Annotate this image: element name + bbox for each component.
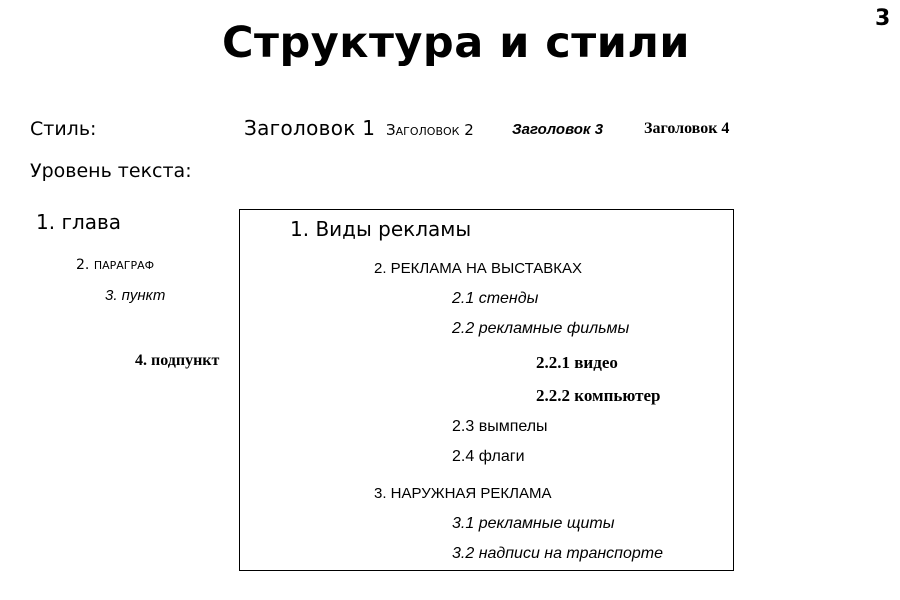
style-sample-heading-2: Заголовок 2 xyxy=(386,121,474,139)
level-2-sample xyxy=(76,257,154,273)
outline-item-2-2-1: 2.2.1 видео xyxy=(536,353,618,372)
outline-item-3: 3. НАРУЖНАЯ РЕКЛАМА xyxy=(374,485,552,502)
level-2-text: ПАРАГРАФ xyxy=(93,259,155,272)
style-label: Стиль: xyxy=(30,118,97,140)
style-sample-heading-1: Заголовок 1 xyxy=(244,116,376,140)
outline-item-2: 2. РЕКЛАМА НА ВЫСТАВКАХ xyxy=(374,260,582,277)
level-1-sample: 1. глава xyxy=(36,210,122,234)
outline-item-2-2-2: 2.2.2 компьютер xyxy=(536,386,661,405)
outline-item-2-2: 2.2 рекламные фильмы xyxy=(452,320,630,337)
outline-item-3-2: 3.2 надписи на транспорте xyxy=(452,545,664,562)
level-4-sample: 4. подпункт xyxy=(135,352,220,369)
outline-item-2-4: 2.4 флаги xyxy=(452,448,525,465)
level-3-sample: 3. пункт xyxy=(105,287,166,304)
text-level-label: Уровень текста: xyxy=(30,160,192,182)
outline-item-2-1: 2.1 стенды xyxy=(452,290,539,307)
level-2-number: 2. xyxy=(76,257,94,273)
outline-item-1: 1. Виды рекламы xyxy=(290,217,472,241)
page-number: 3 xyxy=(875,6,891,31)
outline-item-2-3: 2.3 вымпелы xyxy=(452,418,548,435)
outline-item-3-1: 3.1 рекламные щиты xyxy=(452,515,615,532)
style-sample-heading-4: Заголовок 4 xyxy=(644,120,730,137)
style-sample-heading-3: Заголовок 3 xyxy=(512,121,604,138)
page-title: Структура и стили xyxy=(222,18,690,68)
